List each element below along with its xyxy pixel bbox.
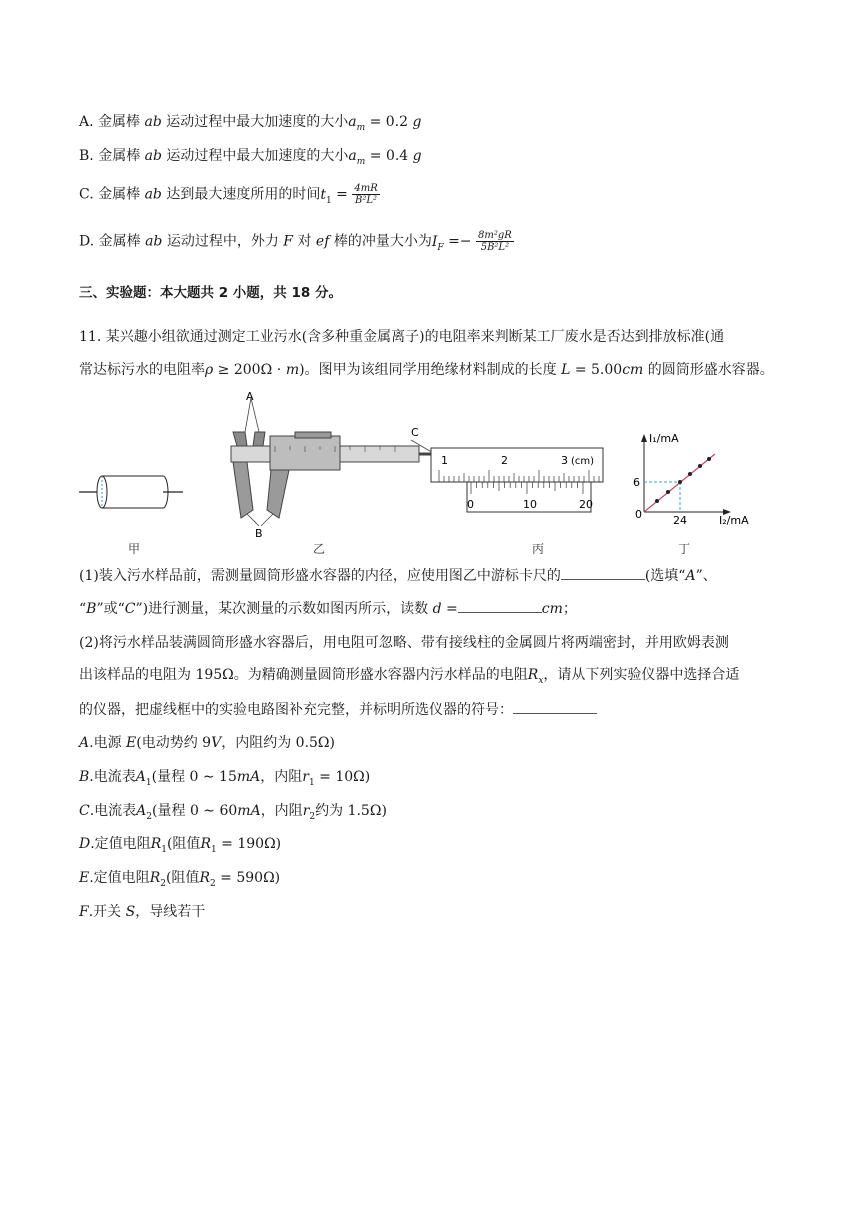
main-tick-1: 1 [441,454,448,467]
vernier-tick-0: 0 [467,498,474,511]
q11-line2: 常达标污水的电阻率ρ ≥ 200Ω ⋅ m)。图甲为该组同学用绝缘材料制成的长度 L = 5.00cm 的圆筒形盛水容器。 [79,362,774,378]
instrument-b: B.电流表$A_1$(量程 0 ∼ 15mA，内阻$r_1 = 10\Omega$) [79,769,371,788]
q11-part1-line1: (1)装入污水样品前，需测量圆筒形盛水容器的内径，应使用图乙中游标卡尺的 (选填“A”、 [79,565,717,586]
graph-ytick: 6 [633,476,640,489]
main-tick-2: 2 [501,454,508,467]
instrument-e: E.定值电阻$R_2$(阻值$R_2 = 590\Omega$) [79,870,281,889]
vernier-tick-20: 20 [579,498,593,511]
graph-origin: 0 [635,508,642,521]
vernier-tick-10: 10 [523,498,537,511]
caption-bing: 丙 [532,542,545,556]
caption-yi: 乙 [313,542,326,556]
graph-xlabel: I₂/mA [719,514,749,527]
caliper-label-c: C [411,426,419,439]
instrument-d: D.定值电阻$R_1$(阻值$R_1 = 190\Omega$) [79,836,282,855]
vernier-caliper [231,392,435,540]
i1-i2-graph [633,432,749,527]
q11-part2-line2: 出该样品的电阻为 195Ω。为精确测量圆筒形盛水容器内污水样品的电阻$R_x$，请从下列实验仪器中选择合适 [79,667,740,686]
main-tick-3: 3 [561,454,568,467]
instrument-c: C.电流表$A_2$(量程 0 ∼ 60mA，内阻$r_2$约为 1.5Ω) [79,803,387,822]
graph-ylabel: I₁/mA [649,432,679,445]
caption-jia: 甲 [128,542,141,556]
vernier-reading [431,448,603,512]
option-a: A. 金属棒 ab 运动过程中最大加速度的大小$a_m = 0.2$ g [79,114,422,133]
instrument-a: A.电源 E(电动势约 9V，内阻约为 0.5Ω) [79,735,336,751]
answer-blank-2[interactable] [458,598,542,613]
experiment-figure [75,392,765,542]
q11-part2-line3: 的仪器，把虚线框中的实验电路图补充完整，并标明所选仪器的符号： [79,699,597,720]
caliper-label-b: B [255,527,263,540]
option-c: C. 金属棒 ab 达到最大速度所用的时间$t_1$ = $\frac{4mR}{\text{B²L²}}$ [79,183,378,206]
option-d: D. 金属棒 ab 运动过程中，外力 F 对 ef 棒的冲量大小为$I_F$ =− $\frac{\text{8m²gR}}{\text{5B²L²}}$ [79,230,512,253]
graph-xtick: 24 [673,514,687,527]
caliper-label-a: A [246,392,254,403]
answer-blank-1[interactable] [561,565,645,580]
instrument-f: F.开关 S，导线若干 [79,904,206,920]
vernier-unit: (cm) [571,456,595,467]
section-title: 三、实验题：本大题共 2 小题，共 18 分。 [79,285,342,301]
caption-ding: 丁 [678,542,691,556]
q11-line1: 11. 某兴趣小组欲通过测定工业污水(含多种重金属离子)的电阻率来判断某工厂废水是否达到排放标准(通 [79,329,725,345]
answer-blank-3[interactable] [513,699,597,714]
option-b: B. 金属棒 ab 运动过程中最大加速度的大小$a_m = 0.4$ g [79,148,422,167]
q11-part2-line1: (2)将污水样品装满圆筒形盛水容器后，用电阻可忽略、带有接线柱的金属圆片将两端密封，并用欧姆表测 [79,635,729,651]
q11-part1-line2: “B”或“C”)进行测量，某次测量的示数如图丙所示，读数 d = cm； [79,598,577,619]
cylinder-container [79,476,183,508]
